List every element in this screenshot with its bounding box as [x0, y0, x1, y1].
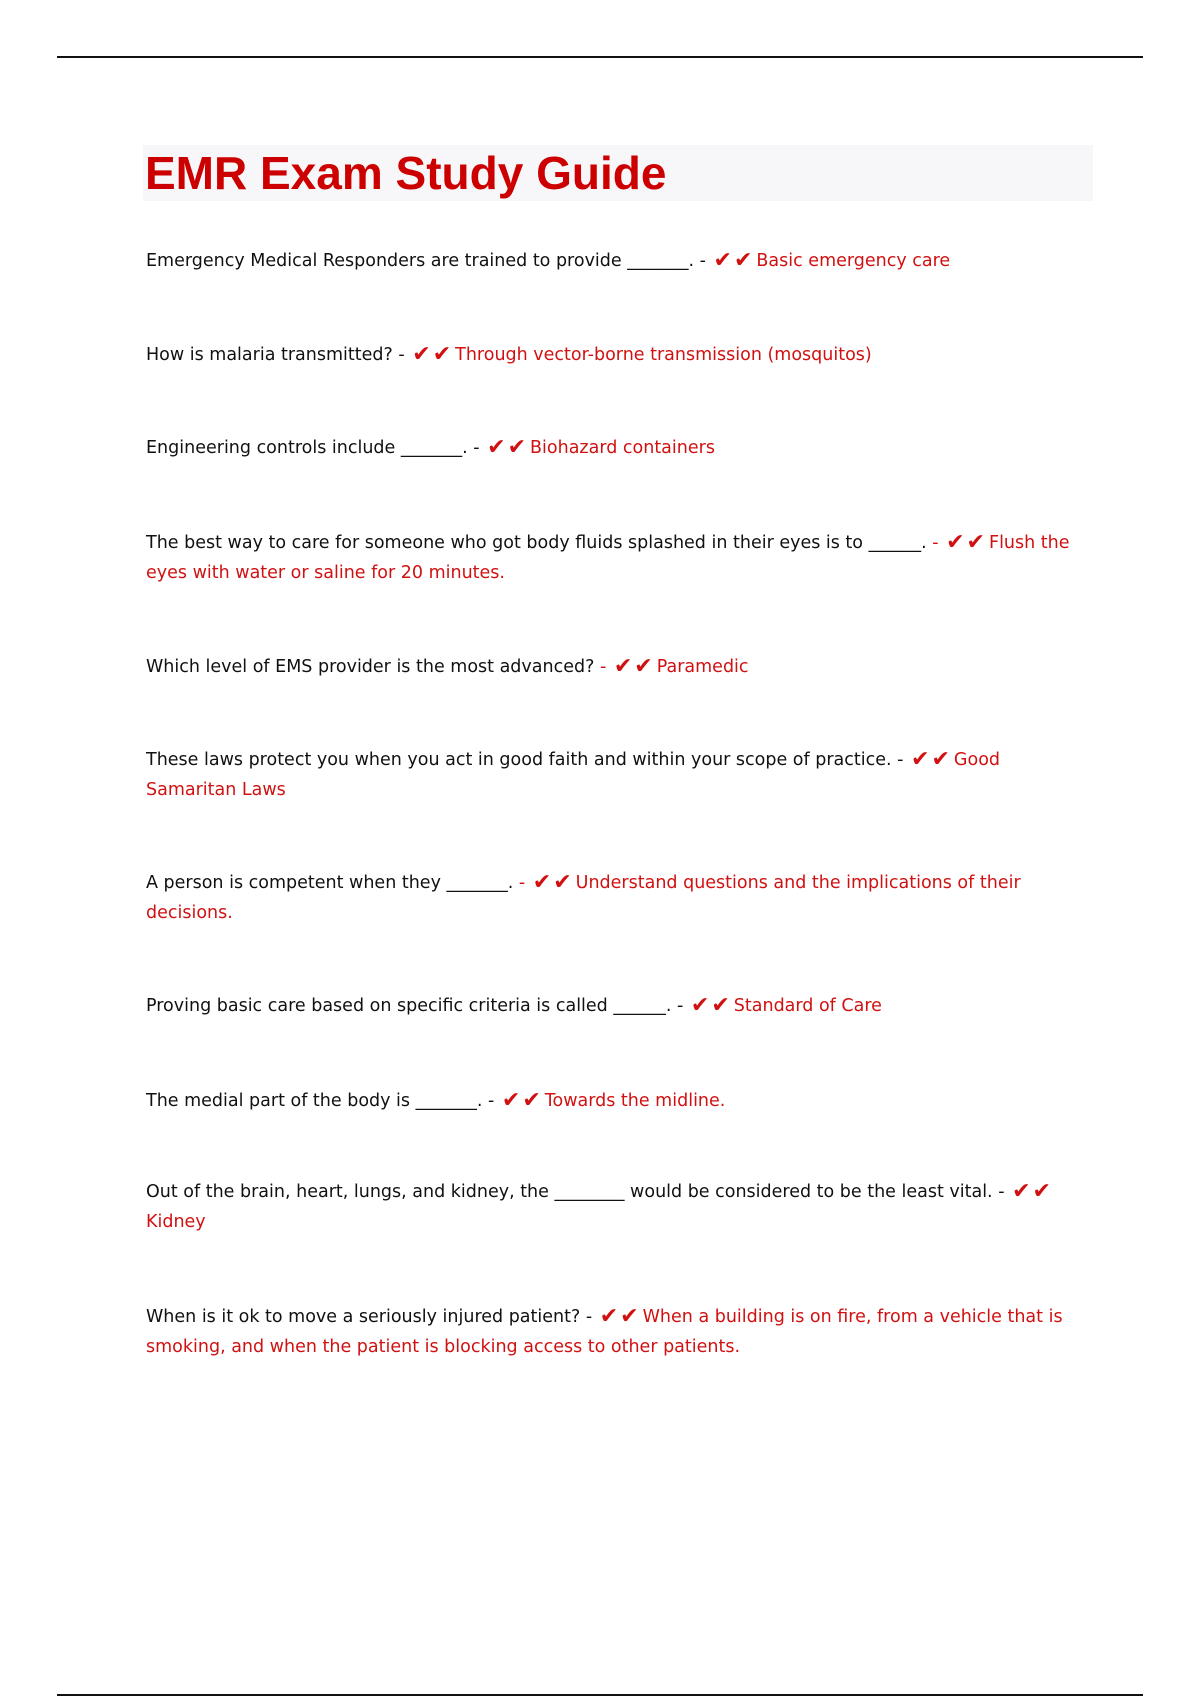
answer-text: Standard of Care — [733, 996, 882, 1016]
double-check-icon: ✔✔ — [713, 248, 755, 273]
qa-item-6 — [146, 745, 1086, 805]
question-text: Emergency Medical Responders are trained to provide _______. — [146, 251, 695, 271]
separator: - — [398, 345, 405, 365]
double-check-icon: ✔✔ — [487, 435, 529, 460]
double-check-icon: ✔✔ — [412, 342, 454, 367]
double-check-icon: ✔✔ — [532, 870, 574, 895]
question-text: How is malaria transmitted? — [146, 345, 393, 365]
qa-item-4 — [146, 528, 1086, 588]
separator: - — [677, 996, 684, 1016]
separator: - — [998, 1182, 1005, 1202]
double-check-icon: ✔✔ — [690, 993, 732, 1018]
question-text: A person is competent when they _______. — [146, 873, 514, 893]
qa-item-2 — [146, 340, 1086, 370]
bottom-rule — [57, 1694, 1143, 1696]
double-check-icon: ✔✔ — [946, 530, 987, 555]
question-text: The best way to care for someone who got body fluids splashed in their eyes is to ______. — [146, 533, 927, 553]
answer-text: Kidney — [146, 1212, 206, 1232]
double-check-icon: ✔✔ — [599, 1304, 641, 1329]
separator: - — [932, 533, 939, 553]
qa-item-1 — [146, 246, 1086, 276]
double-check-icon: ✔✔ — [501, 1088, 543, 1113]
separator: - — [518, 873, 526, 893]
double-check-icon: ✔✔ — [613, 654, 655, 679]
qa-item-7 — [146, 868, 1086, 928]
answer-text: Flush the eyes with water or saline for 20 minutes. — [146, 533, 1070, 583]
answer-text: Biohazard containers — [530, 438, 715, 458]
qa-item-5 — [146, 652, 1086, 682]
qa-item-3 — [146, 433, 1086, 463]
separator: - — [897, 750, 904, 770]
question-text: These laws protect you when you act in good faith and within your scope of practice. — [146, 750, 892, 770]
qa-item-11 — [146, 1302, 1086, 1362]
qa-item-10 — [146, 1177, 1086, 1237]
qa-item-9 — [146, 1086, 1086, 1116]
answer-text: Paramedic — [656, 657, 749, 677]
question-text: When is it ok to move a seriously injured patient? — [146, 1307, 581, 1327]
question-text: Engineering controls include _______. — [146, 438, 468, 458]
question-text: The medial part of the body is _______. — [146, 1091, 483, 1111]
separator: - — [599, 657, 607, 677]
separator: - — [699, 251, 706, 271]
top-rule — [57, 56, 1143, 58]
double-check-icon: ✔✔ — [911, 747, 952, 772]
separator: - — [585, 1307, 593, 1327]
qa-item-8 — [146, 991, 1086, 1021]
answer-text: Through vector-borne transmission (mosquitos) — [455, 345, 872, 365]
separator: - — [487, 1091, 495, 1111]
separator: - — [473, 438, 480, 458]
answer-text: Good Samaritan Laws — [146, 750, 1001, 800]
question-text: Which level of EMS provider is the most advanced? — [146, 657, 595, 677]
question-text: Proving basic care based on specific criteria is called ______. — [146, 996, 672, 1016]
answer-text: Basic emergency care — [756, 251, 951, 271]
answer-text: Understand questions and the implications of their decisions. — [146, 873, 1021, 923]
double-check-icon: ✔✔ — [1012, 1179, 1053, 1204]
question-text: Out of the brain, heart, lungs, and kidney, the ________ would be considered to be the least vital. — [146, 1182, 993, 1202]
page-title: EMR Exam Study Guide — [145, 147, 667, 199]
answer-text: When a building is on fire, from a vehicle that is smoking, and when the patient is blocking access to other patients. — [146, 1307, 1063, 1357]
answer-text: Towards the midline. — [544, 1091, 726, 1111]
